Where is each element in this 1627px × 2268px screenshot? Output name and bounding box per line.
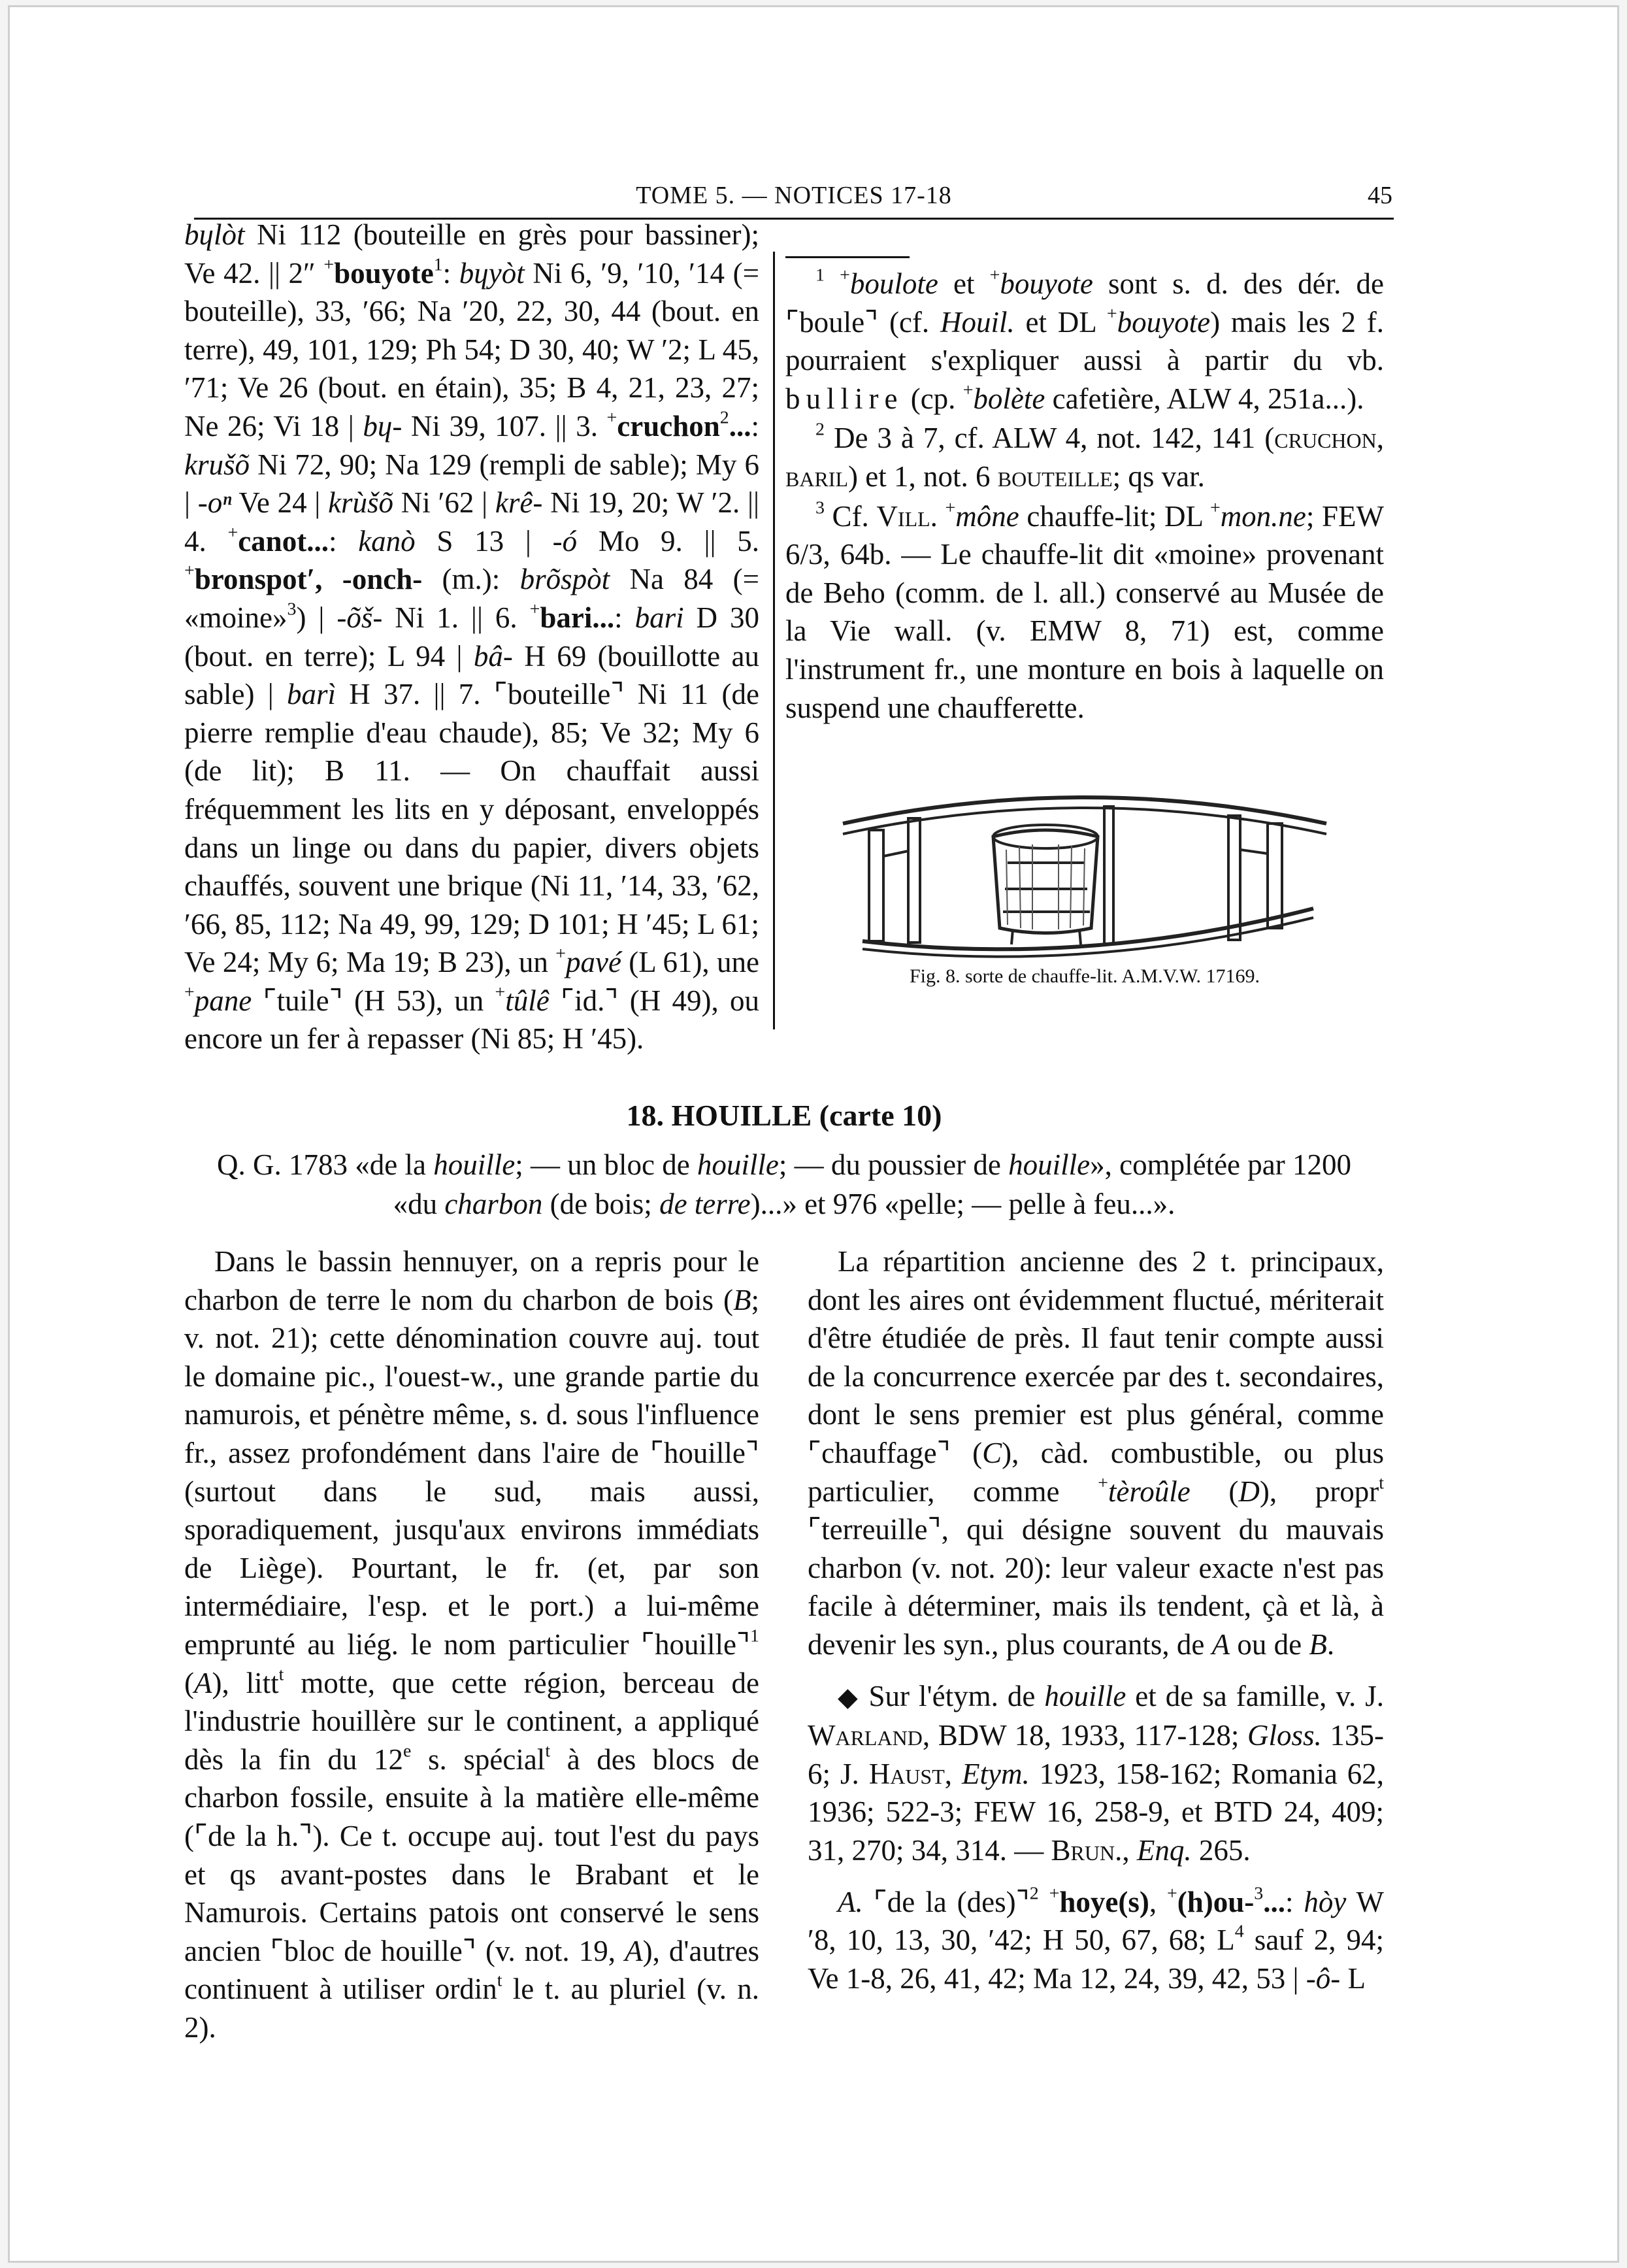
figure-caption: Fig. 8. sorte de chauffe-lit. A.M.V.W. 17169. [909, 965, 1260, 987]
footnote-2: $^2$ De 3 à 7, cf. ALW 4, not. 142, 141 (cruchon, baril) et 1, not. 6 bouteille; qs var. [785, 419, 1384, 493]
footnote-1: $^1$ +boulote et +bouyote sont s. d. des dér. de ⌜boule⌝ (cf. Houil. et DL +bouyote) mais les 2 f. pourraient s'expliquer aussi à partir du vb. bullire (cp. +bolète cafetière, ALW 4, 251a...). [785, 265, 1385, 415]
page-number: 45 [1368, 182, 1392, 209]
footnote-3: $^3$ Cf. Vill. +mône chauffe-lit; DL +mon.ne; FEW 6/3, 64b. — Le chauffe-lit dit «moine» provenant de Beho (comm. de l. all.) conservé au Musée de la Vie wall. (v. EMW 8, 71) est, comme l'instrument fr., une monture en bois à laquelle on suspend une chaufferette. [785, 497, 1385, 724]
notice-18-column-left: Dans le bassin hennuyer, on a repris pour le charbon de terre le nom du charbon de bois (B; v. not. 21); cette dénomination couvre auj. tout le domaine pic., l'ouest-w., une grande partie du namurois, et pénètre même, s. d. sous l'influence fr., assez profondément dans l'aire de ⌜houille⌝ (surtout dans le sud, mais aussi, sporadiquement, jusqu'aux environs immédiats de Liège). Pourtant, le fr. (et, par son intermédiaire, l'esp. et le port.) a lui-même emprunté au liég. le nom particulier ⌜houille⌝$^1$ (A), litt$^t$ motte, que cette région, berceau de l'industrie houillère sur le continent, a appliqué dès la fin du 12e s. spécial$^t$ à des blocs de charbon fossile, ensuite à la matière elle-même (⌜de la h.⌝). Ce t. occupe auj. tout l'est du pays et qs avant-postes dans le Brabant et le Namurois. Certains patois ont conservé le sens ancien ⌜bloc de houille⌝ (v. not. 19, A), d'autres continuent à utiliser ordin$^t$ le t. au pluriel (v. n. 2). [184, 1245, 760, 2044]
section-title: 18. HOUILLE (carte 10) [626, 1099, 942, 1132]
footnotes [785, 265, 1384, 728]
running-title: TOME 5. — NOTICES 17-18 [636, 182, 952, 209]
footnote-separator [785, 256, 910, 258]
running-header [194, 178, 1394, 220]
diamond-bullet-icon: ◆ [838, 1682, 860, 1712]
notice-18-column-right: La répartition ancienne des 2 t. principaux, dont les aires ont évidemment fluctué, mériterait d'être étudiée de près. Il faut tenir compte aussi de la concurrence exercée par des t. secondaires, dont le sens premier est plus général, comme ⌜chauffage⌝ (C), càd. combustible, ou plus particulier, comme +tèroûle (D), propr$^t$ ⌜terreuille⌝, qui désigne souvent du mauvais charbon (v. not. 20): leur valeur exacte n'est pas facile à déterminer, mais ils tendent, çà et là, à devenir les syn., plus courants, de A ou de B. ◆ Sur l'étym. de houille et de sa famille, v. J. Warland, BDW 18, 1933, 117-128; Gloss. 135-6; J. Haust, Etym. 1923, 158-162; Romania 62, 1936; 522-3; FEW 16, 258-9, et BTD 24, 409; 31, 270; 34, 314. — Brun., Enq. 265. A. ⌜de la (des)⌝$^2$ +hoye(s), +(h)ou-$^3$...: hòy W ′8, 10, 13, 30, ′42; H 50, 67, 68; $L^4$ sauf 2, 94; Ve 1-8, 26, 41, 42; Ma 12, 24, 39, 42, 53 | -ô- L [808, 1245, 1385, 1995]
questionnaire-reference: Q. G. 1783 «de la houille; — un bloc de houille; — du poussier de houille», complétée par 1200 «du charbon (de bois; de terre)...» et 976 «pelle; — pelle à feu...». [217, 1148, 1351, 1220]
notice-17-column-left: bɥlòt Ni 112 (bouteille en grès pour bassiner); Ve 42. || 2″ +bouyote$^1$: bɥyòt Ni 6, ′9, ′10, ′14 (= bouteille), 33, ′66; Na ′20, 22, 30, 44 (bout. en terre), 49, 101, 129; Ph 54; D 30, 40; W ′2; L 45, ′71; Ve 26 (bout. en étain), 35; B 4, 21, 23, 27; Ne 26; Vi 18 | bɥ- Ni 39, 107. || 3. +cruchon$^2$...: krušõ Ni 72, 90; Na 129 (rempli de sable); My 6 | -oⁿ Ve 24 | krùšõ Ni ′62 | krê- Ni 19, 20; W ′2. || 4. +canot...: kanò S 13 | -ó Mo 9. || 5. +bronspot′, -onch- (m.): brõspòt Na 84 (= «moine»$^3$) | -õš- Ni 1. || 6. +bari...: bari D 30 (bout. en terre); L 94 | bâ- H 69 (bouillotte au sable) | barì H 37. || 7. ⌜bouteille⌝ Ni 11 (de pierre remplie d'eau chaude), 85; Ve 32; My 6 (de lit); B 11. — On chauffait aussi fréquemment les lits en y déposant, enveloppés dans un linge ou dans du papier, divers objets chauffés, souvent une brique (Ni 11, ′14, 33, ′62, ′66, 85, 112; Na 49, 99, 129; D 101; H ′45; L 61; Ve 24; My 6; Ma 19; B 23), un +pavé (L 61), une +pane ⌜tuile⌝ (H 53), un +tûlê ⌜id.⌝ (H 49), ou encore un fer à repasser (Ni 85; H ′45). [184, 218, 759, 1056]
chauffe-lit-drawing [836, 778, 1333, 961]
column-divider [773, 252, 775, 1029]
